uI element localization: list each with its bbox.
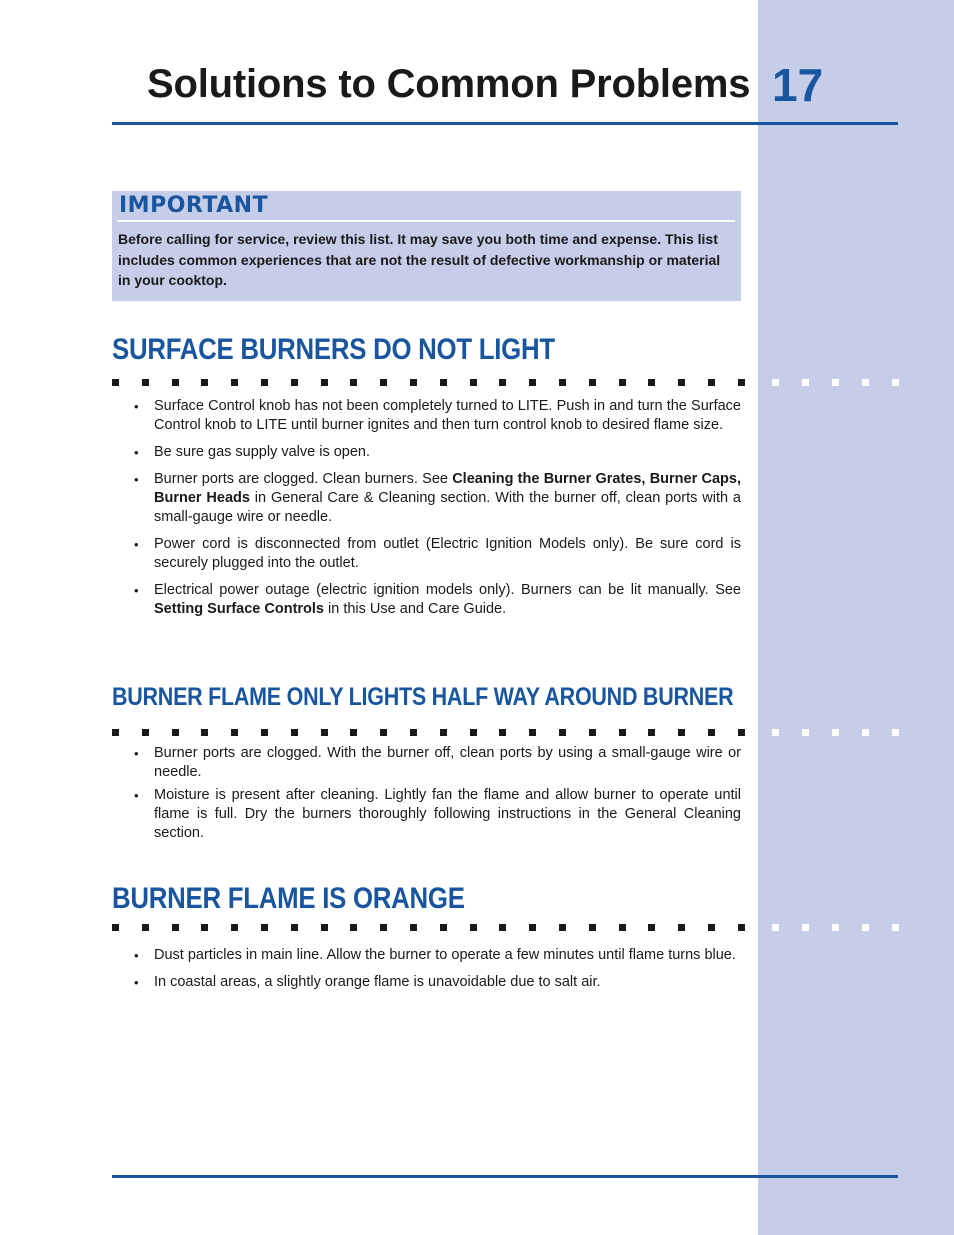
important-divider: [117, 220, 735, 222]
section-list-burners-do-not-light: [134, 397, 741, 627]
item-reference: Cleaning the Burner Grates, Burner Caps, Burner Heads: [154, 471, 741, 506]
bullet-icon: •: [134, 788, 139, 803]
item-reference: Setting Surface Controls: [154, 601, 324, 617]
divider-square: [470, 924, 477, 931]
bullet-icon: •: [134, 975, 139, 990]
list-item: [134, 535, 741, 573]
list-item: [134, 786, 741, 843]
bullet-icon: •: [134, 948, 139, 963]
bullet-icon: •: [134, 472, 139, 487]
divider-square: [261, 729, 268, 736]
divider-square: [291, 729, 298, 736]
item-text-tail: in General Care & Cleaning section. With the burner off, clean ports with a small-gauge wire or needle.: [154, 490, 741, 525]
section-divider: [112, 924, 902, 934]
section-divider: [112, 729, 902, 739]
divider-square: [499, 379, 506, 386]
item-text: In coastal areas, a slightly orange flame is unavoidable due to salt air.: [154, 974, 601, 990]
divider-square: [648, 379, 655, 386]
divider-square: [678, 924, 685, 931]
divider-square: [832, 729, 839, 736]
divider-square: [678, 379, 685, 386]
divider-square: [648, 924, 655, 931]
bullet-icon: •: [134, 583, 139, 598]
divider-square: [892, 379, 899, 386]
divider-square: [440, 924, 447, 931]
page-title: Solutions to Common Problems: [147, 62, 751, 106]
section-heading-burners-do-not-light: SURFACE BURNERS DO NOT LIGHT: [112, 333, 555, 366]
divider-square: [589, 729, 596, 736]
divider-square: [350, 379, 357, 386]
divider-square: [231, 924, 238, 931]
divider-square: [832, 379, 839, 386]
sidebar-band: [758, 0, 954, 1235]
divider-square: [738, 379, 745, 386]
section-list-flame-orange: [134, 946, 741, 1000]
item-text: Burner ports are clogged. With the burner off, clean ports by using a small-gauge wire or needle.: [154, 745, 741, 780]
section-heading-flame-orange: BURNER FLAME IS ORANGE: [112, 882, 465, 915]
page-number: 17: [772, 59, 824, 111]
divider-square: [201, 924, 208, 931]
divider-square: [380, 729, 387, 736]
divider-square: [321, 924, 328, 931]
important-notice: [112, 191, 741, 301]
divider-square: [172, 729, 179, 736]
divider-square: [802, 729, 809, 736]
section-list-flame-half-way: [134, 744, 741, 847]
divider-square: [802, 379, 809, 386]
important-text: Before calling for service, review this list. It may save you both time and expense. This list includes common experiences that are not the result of defective workmanship or material in your cooktop.: [118, 231, 721, 288]
divider-square: [559, 379, 566, 386]
divider-square: [559, 729, 566, 736]
divider-square: [440, 729, 447, 736]
bullet-icon: •: [134, 746, 139, 761]
divider-square: [619, 924, 626, 931]
divider-square: [470, 729, 477, 736]
divider-square: [529, 924, 536, 931]
divider-square: [380, 379, 387, 386]
divider-square: [772, 924, 779, 931]
divider-square: [708, 729, 715, 736]
divider-square: [291, 924, 298, 931]
item-text: Surface Control knob has not been completely turned to LITE. Push in and turn the Surface Control knob to LITE until burner ignites and then turn control knob to desired flame size.: [154, 398, 741, 433]
divider-square: [410, 379, 417, 386]
divider-square: [832, 924, 839, 931]
divider-square: [559, 924, 566, 931]
divider-square: [201, 379, 208, 386]
list-item: [134, 946, 741, 965]
divider-square: [112, 379, 119, 386]
bullet-icon: •: [134, 445, 139, 460]
divider-square: [350, 924, 357, 931]
divider-square: [261, 924, 268, 931]
divider-square: [529, 379, 536, 386]
divider-square: [350, 729, 357, 736]
item-text: Dust particles in main line. Allow the burner to operate a few minutes until flame turns blue.: [154, 947, 736, 963]
divider-square: [862, 729, 869, 736]
divider-square: [172, 924, 179, 931]
divider-square: [321, 379, 328, 386]
divider-square: [201, 729, 208, 736]
divider-square: [892, 729, 899, 736]
divider-square: [410, 729, 417, 736]
divider-square: [589, 924, 596, 931]
item-text: Burner ports are clogged. Clean burners. See: [154, 471, 453, 487]
divider-square: [529, 729, 536, 736]
list-item: [134, 973, 741, 992]
divider-square: [589, 379, 596, 386]
divider-square: [892, 924, 899, 931]
divider-square: [619, 379, 626, 386]
divider-square: [470, 379, 477, 386]
divider-square: [142, 379, 149, 386]
section-heading-flame-half-way: BURNER FLAME ONLY LIGHTS HALF WAY AROUND BURNER: [112, 683, 734, 711]
divider-square: [648, 729, 655, 736]
divider-square: [112, 924, 119, 931]
section-divider: [112, 379, 902, 389]
divider-square: [231, 729, 238, 736]
divider-square: [738, 924, 745, 931]
item-text: Power cord is disconnected from outlet (Electric Ignition Models only). Be sure cord is securely plugged into the outlet.: [154, 536, 741, 571]
divider-square: [112, 729, 119, 736]
divider-square: [231, 379, 238, 386]
item-text: Electrical power outage (electric ignition models only). Burners can be lit manually. See: [154, 582, 741, 598]
divider-square: [380, 924, 387, 931]
divider-square: [708, 924, 715, 931]
divider-square: [862, 379, 869, 386]
list-item: [134, 744, 741, 782]
footer-rule: [112, 1175, 898, 1178]
divider-square: [142, 924, 149, 931]
item-text: Be sure gas supply valve is open.: [154, 444, 371, 460]
divider-square: [772, 379, 779, 386]
divider-square: [321, 729, 328, 736]
divider-square: [410, 924, 417, 931]
divider-square: [261, 379, 268, 386]
bullet-icon: •: [134, 399, 139, 414]
item-text-tail: in this Use and Care Guide.: [324, 601, 507, 617]
divider-square: [678, 729, 685, 736]
list-item: [134, 581, 741, 619]
divider-square: [499, 924, 506, 931]
divider-square: [802, 924, 809, 931]
bullet-icon: •: [134, 537, 139, 552]
divider-square: [291, 379, 298, 386]
item-text: Moisture is present after cleaning. Lightly fan the flame and allow burner to operate until flame is full. Dry the burners thoroughly following instructions in the General Cleaning section.: [154, 787, 741, 841]
header-rule: [112, 122, 898, 125]
divider-square: [708, 379, 715, 386]
divider-square: [440, 379, 447, 386]
divider-square: [172, 379, 179, 386]
divider-square: [772, 729, 779, 736]
divider-square: [738, 729, 745, 736]
divider-square: [862, 924, 869, 931]
divider-square: [619, 729, 626, 736]
divider-square: [499, 729, 506, 736]
list-item: [134, 470, 741, 527]
list-item: [134, 397, 741, 435]
divider-square: [142, 729, 149, 736]
important-heading: IMPORTANT: [119, 193, 269, 218]
list-item: [134, 443, 741, 462]
